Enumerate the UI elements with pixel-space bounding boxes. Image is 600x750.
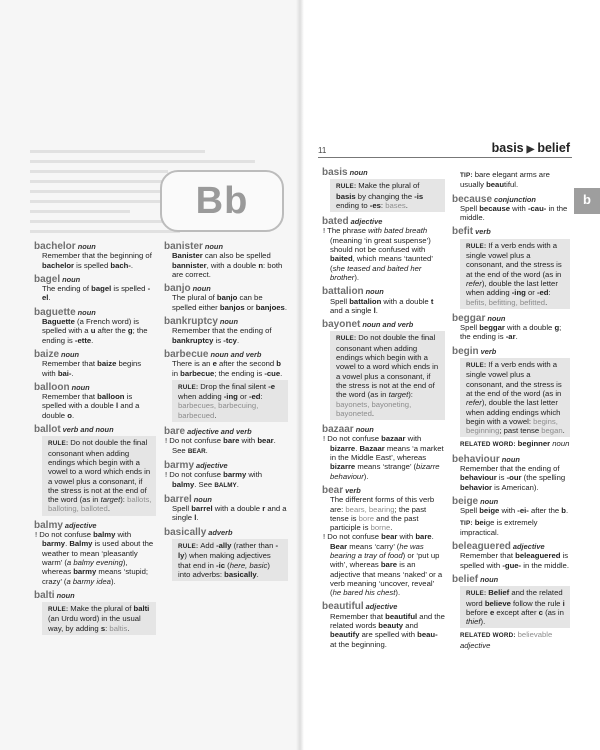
cross-reference: BEAR [187, 447, 206, 455]
part-of-speech: adjective [512, 542, 545, 552]
headword: bankruptcy [164, 316, 218, 328]
headword: baguette [34, 306, 76, 318]
part-of-speech: adjective [196, 460, 228, 470]
headword: bayonet [322, 319, 361, 331]
entry-balloon [34, 383, 156, 420]
headword: bare [164, 426, 186, 438]
headword: basis [322, 167, 348, 178]
entry-belief [452, 575, 570, 650]
part-of-speech: noun [77, 307, 96, 317]
part-of-speech: adjective [64, 520, 97, 530]
headword: bated [322, 216, 349, 228]
part-of-speech: noun [219, 317, 238, 327]
headword: balmy [34, 519, 63, 531]
entry-bachelor [34, 242, 156, 270]
entry-bare [164, 427, 288, 456]
rule-box: RULE: Do not double the final consonant when adding endings which begin with a vowel to a word which ends in a vowel plus a consonant, if the stress is not at the end of the word (as in target): ballots, balloting, balloted. [42, 436, 156, 515]
entry-ballot [34, 425, 156, 516]
page-number: 11 [318, 146, 327, 155]
definition: The different forms of this verb are: bears, bearing; the past tense is bore and the past participle is borne. [330, 495, 435, 533]
entry-baize [34, 350, 156, 378]
headword: balti [34, 589, 55, 601]
part-of-speech: noun [71, 382, 90, 392]
headword: banister [164, 241, 203, 252]
definition: The plural of banjo can be spelled either banjos or banjoes. [172, 293, 287, 312]
cross-reference: BALMY [214, 481, 237, 489]
warning-icon: ! [35, 530, 38, 540]
headword: because [452, 193, 493, 205]
part-of-speech: noun [204, 242, 223, 251]
part-of-speech: noun [480, 496, 499, 506]
entry-baguette [34, 308, 156, 345]
part-of-speech: noun [349, 168, 368, 177]
rule-box: RULE: Add -ally (rather than -ly) when making adjectives that end in -ic (here, basic) into adverbs: basically. [172, 539, 288, 581]
part-of-speech: noun [193, 494, 212, 504]
headword: begin [452, 345, 479, 357]
definition: Remember that beautiful and the related words beauty and beautify are spelled with beau- at the beginning. [330, 611, 445, 649]
column-3 [322, 168, 445, 654]
definition: There is an e after the second b in barbecue; the ending is -cue. [172, 359, 283, 378]
headword: barrel [164, 493, 192, 505]
warning-note: ! Do not confuse balmy with barmy. Balmy is used about the weather to mean ‘pleasantly warm’ (a balmy evening), whereas barmy means ‘stupid; crazy’ (a barmy idea). [35, 530, 154, 586]
definition: Remember that baize begins with bai-. [42, 359, 142, 378]
part-of-speech: verb and noun [62, 425, 114, 435]
part-of-speech: noun [56, 590, 75, 600]
definition: Spell beggar with a double g; the ending is -ar. [460, 323, 562, 342]
headword: barmy [164, 459, 195, 471]
headword: beautiful [322, 601, 364, 613]
entry-beige [452, 497, 570, 537]
headword: banjo [164, 283, 191, 295]
headword: behaviour [452, 453, 500, 465]
warning-icon: ! [323, 434, 326, 444]
definition: The ending of bagel is spelled -el. [42, 284, 151, 303]
part-of-speech: noun [61, 349, 80, 359]
warning-note: ! Do not confuse barmy with balmy. See BALMY. [165, 470, 263, 489]
entry-battalion [322, 287, 445, 315]
headword: bazaar [322, 424, 354, 436]
headword: bear [322, 484, 344, 496]
entry-basis [322, 168, 445, 212]
part-of-speech: noun [355, 425, 374, 435]
headword: baize [34, 348, 60, 360]
headword: battalion [322, 286, 364, 298]
running-head [492, 141, 570, 155]
warning-note: ! Do not confuse bare with bear. See BEAR. [165, 436, 276, 455]
related-word: RELATED WORD: believable adjective [460, 630, 553, 650]
entry-bayonet [322, 320, 445, 420]
running-head-first: basis [491, 141, 524, 155]
definition: Remember that beleaguered is spelled with -gue- in the middle. [460, 551, 569, 570]
definition: Spell because with -cau- in the middle. [460, 203, 568, 223]
column-4 [452, 168, 570, 655]
part-of-speech: noun and verb [210, 349, 262, 359]
headword: befit [452, 226, 474, 238]
definition: Remember that the beginning of bachelor is spelled bach-. [42, 251, 152, 270]
entry-barmy [164, 461, 288, 490]
definition: Remember that the ending of behaviour is -our (the spelling behavior is American). [460, 464, 566, 492]
part-of-speech: adjective [365, 602, 398, 612]
part-of-speech: adverb [208, 527, 233, 537]
entry-because [452, 195, 570, 223]
entry-beggar [452, 314, 570, 342]
headword: beggar [452, 312, 486, 324]
warning-note: ! Do not confuse bear with bare. Bear means ‘carry’ (he was bearing a tray of food) or ‘put up with’, whereas bare is an adjective that means ‘naked’ or a verb meaning ‘uncover, reveal’ (he bared his chest). [323, 532, 443, 598]
entry-balmy [34, 521, 156, 586]
headword: basically [164, 526, 207, 538]
entry-behaviour [452, 455, 570, 492]
part-of-speech: conjunction [494, 194, 536, 204]
tip-note: TIP: beige is extremely impractical. [460, 517, 538, 537]
headword: bagel [34, 273, 61, 285]
running-head-last: belief [537, 141, 570, 155]
headword: ballot [34, 424, 61, 436]
entry-bagel [34, 275, 156, 303]
rule-box: RULE: If a verb ends with a single vowel plus a consonant, and the stress is at the end of the word (as in refer), double the last letter when adding -ing or -ed: befits, befitting, befitted. [460, 239, 570, 309]
entry-beautiful [322, 602, 445, 648]
part-of-speech: adjective and verb [187, 427, 252, 437]
part-of-speech: adjective [350, 217, 383, 227]
rule-box: RULE: Do not double the final consonant when adding endings which begin with a vowel to a word which ends in a vowel plus a consonant, if the stress is not at the end of the word (as in target): bayonets, bayoneting, bayoneted. [330, 331, 445, 420]
entry-banister [164, 242, 288, 279]
headword: barbecue [164, 348, 209, 360]
entry-balti [34, 591, 156, 635]
definition: Spell beige with -ei- after the b. [460, 506, 569, 516]
entry-befit [452, 227, 570, 308]
entry-basically [164, 528, 288, 581]
rule-label: RULE: [48, 440, 69, 448]
definition: Spell barrel with a double r and a single l. [172, 504, 287, 523]
warning-icon: ! [323, 532, 326, 542]
arrow-right-icon: ▶ [526, 144, 535, 155]
part-of-speech: verb [345, 485, 361, 495]
warning-note: ! The phrase with bated breath (meaning ‘in great suspense’) should not be confused with baited, which means ‘taunted’ (she teased and baited her brother). [323, 226, 433, 282]
part-of-speech: noun [487, 313, 506, 323]
warning-icon: ! [323, 226, 326, 236]
entry-bazaar [322, 425, 445, 481]
entry-barrel [164, 495, 288, 523]
related-word: RELATED WORD: beginner noun [460, 439, 570, 449]
headword: bachelor [34, 241, 76, 252]
entry-barbecue [164, 350, 288, 422]
header-rule [318, 157, 572, 158]
entry-bear [322, 486, 445, 598]
part-of-speech: noun [365, 287, 384, 297]
part-of-speech: noun and verb [362, 320, 414, 330]
entry-banjo [164, 284, 288, 312]
definition: Baguette (a French word) is spelled with a u after the g; the ending is -ette. [42, 317, 148, 345]
definition: Spell battalion with a double t and a single l. [330, 296, 434, 315]
tip-label: TIP: [460, 172, 473, 179]
headword: beleaguered [452, 541, 511, 553]
entry-begin [452, 347, 570, 450]
rule-box: RULE: Make the plural of balti (an Urdu word) in the usual way, by adding s: baltis. [42, 602, 156, 635]
headword: balloon [34, 381, 70, 393]
headword: belief [452, 573, 479, 585]
book-gutter [296, 0, 304, 750]
part-of-speech: noun [192, 284, 211, 294]
thumb-index-tab: b [574, 188, 600, 214]
warning-note: ! Do not confuse bazaar with bizarre. Bazaar means ‘a market in the Middle East’, whereas bizarre means ‘strange’ (bizarre behaviour). [323, 434, 444, 481]
column-2 [164, 242, 288, 586]
warning-icon: ! [165, 436, 168, 446]
entry-bankruptcy [164, 317, 288, 345]
part-of-speech: noun [62, 274, 81, 284]
entry-beleaguered [452, 542, 570, 570]
entry-beautiful-tip [452, 170, 570, 190]
rule-box: RULE: If a verb ends with a single vowel plus a consonant, and the stress is at the end of the word (as in refer), double the last letter when adding endings which begin with a vowel: begins, beginning; past tense began. [460, 358, 570, 437]
section-letter-badge: Bb [160, 170, 284, 232]
part-of-speech: verb [480, 346, 497, 356]
definition: Banister can also be spelled bannister, with a double n: both are correct. [172, 251, 283, 279]
tip-note: TIP: bare elegant arms are usually beautiful. [460, 170, 550, 190]
definition: Remember that balloon is spelled with a double l and a double o. [42, 392, 140, 420]
entry-bated [322, 217, 445, 282]
headword: beige [452, 495, 479, 507]
part-of-speech: noun [77, 242, 96, 251]
column-1 [34, 242, 156, 640]
part-of-speech: verb [475, 227, 491, 237]
part-of-speech: noun [501, 454, 520, 464]
rule-box: RULE: Belief and the related word believe follow the rule i before e except after c (as in thief). [460, 586, 570, 628]
warning-icon: ! [165, 470, 168, 480]
definition: Remember that the ending of bankruptcy is -tcy. [172, 326, 272, 345]
rule-box: RULE: Drop the final silent -e when adding -ing or -ed: barbecues, barbecuing, barbecued. [172, 380, 288, 422]
part-of-speech: noun [480, 574, 499, 584]
rule-box: RULE: Make the plural of basis by changing the -is ending to -es: bases. [330, 179, 445, 212]
